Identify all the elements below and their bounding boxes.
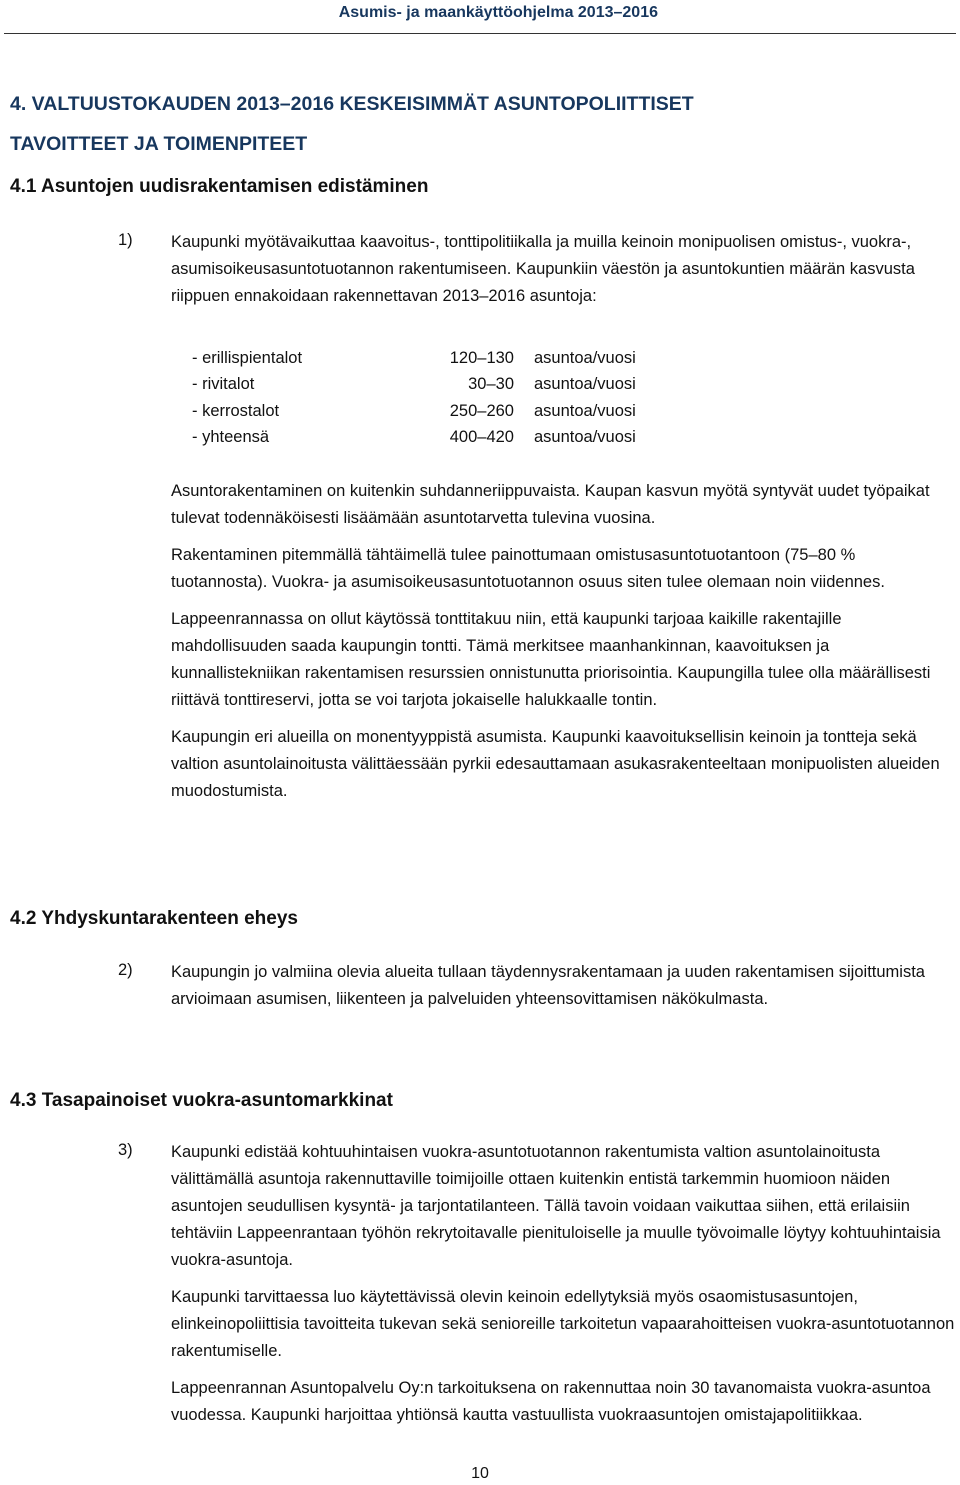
row-label: - erillispientalot: [192, 348, 303, 367]
row-unit: asuntoa/vuosi: [534, 401, 636, 420]
item-number-3: 3): [118, 1141, 133, 1159]
row-range: 400–420: [449, 428, 514, 447]
row-unit: asuntoa/vuosi: [534, 375, 636, 394]
row-range: 120–130: [449, 348, 514, 367]
row-range: 250–260: [449, 401, 514, 420]
row-label: - kerrostalot: [192, 401, 280, 420]
running-header: Asumis- ja maankäyttöohjelma 2013–2016: [338, 4, 658, 21]
row-label: - yhteensä: [192, 428, 270, 447]
body-paragraph: Kaupunki tarvittaessa luo käytettävissä olevin keinoin edellytyksiä myös osaomistusasuntojen, elinkeinopoliittisia tavoitteita tukevan sekä senioreille tarkoitetun vapaarahoitteisen vuokra-asuntotuotannon rakentumiselle.: [171, 1288, 955, 1360]
body-paragraph: Kaupungin jo valmiina olevia alueita tullaan täydennysrakentamaan ja uuden rakentamisen sijoittumista arvioimaan asumisen, liikenteen ja palveluiden yhteensovittamisen näkökulmasta.: [171, 963, 925, 1008]
table-row: [192, 425, 636, 452]
housing-target-table: [192, 345, 636, 451]
intro-paragraph: Kaupunki myötävaikuttaa kaavoitus-, tonttipolitiikalla ja muilla keinoin monipuolisen omistus-, vuokra-, asumisoikeusasuntotuotannon rakentumiseen. Kaupunkiin väestön ja asuntokuntien määrän kasvusta riippuen ennakoidaan rakennettavan 2013–2016 asuntoja:: [171, 233, 915, 305]
section-4-2-body: [171, 959, 956, 1023]
item-number-1: 1): [118, 231, 133, 249]
body-paragraph: Lappeenrannan Asuntopalvelu Oy:n tarkoituksena on rakennuttaa noin 30 tavanomaista vuokra-asuntoa vuodessa. Kaupunki harjoittaa yhtiönsä kautta vastuullista vuokraasuntojen omistajapolitiikkaa.: [171, 1379, 931, 1424]
row-unit: asuntoa/vuosi: [534, 428, 636, 447]
section-4-1-heading: 4.1 Asuntojen uudisrakentamisen edistäminen: [10, 176, 429, 197]
body-paragraph: Rakentaminen pitemmällä tähtäimellä tulee painottumaan omistusasuntotuotantoon (75–80 % tuotannosta). Vuokra- ja asumisoikeusasuntotuotannon osuus siten tulee olemaan noin viidennes.: [171, 546, 885, 591]
section-4-1-intro: [171, 229, 956, 320]
main-heading: [10, 84, 910, 164]
main-heading-line-1: 4. VALTUUSTOKAUDEN 2013–2016 KESKEISIMMÄT ASUNTOPOLIITTISET: [10, 93, 694, 115]
section-4-1-body: [171, 478, 956, 815]
table-row: [192, 345, 636, 372]
main-heading-line-2: TAVOITTEET JA TOIMENPITEET: [10, 133, 308, 155]
row-label: - rivitalot: [192, 375, 255, 394]
body-paragraph: Lappeenrannassa on ollut käytössä tonttitakuu niin, että kaupunki tarjoaa kaikille rakentajille mahdollisuuden saada kaupungin tontti. Tämä merkitsee maanhankinnan, kaavoituksen ja kunnallistekniikan rakentamisen resurssien onnistunutta priorisointia. Kaupungilla tulee olla määrällisesti riittävä tonttireservi, jotta se voi tarjota jokaiselle halukkaalle tontin.: [171, 610, 931, 709]
page-number: 10: [471, 1465, 489, 1482]
section-4-3-body: [171, 1139, 956, 1439]
section-4-3-heading: 4.3 Tasapainoiset vuokra-asuntomarkkinat: [10, 1090, 393, 1111]
row-range: 30–30: [468, 375, 514, 394]
item-number-2: 2): [118, 961, 133, 979]
body-paragraph: Kaupungin eri alueilla on monentyyppistä asumista. Kaupunki kaavoituksellisin keinoin ja tontteja sekä valtion asuntolainoitusta välittäessään pyrkii edesauttamaan asukasrakenteeltaan monipuolisten alueiden muodostumista.: [171, 728, 940, 800]
table-row: [192, 398, 636, 425]
body-paragraph: Kaupunki edistää kohtuuhintaisen vuokra-asuntotuotannon rakentumista valtion asuntolainoitusta välittämällä asuntoja rakennuttaville toimijoille ottaen kuitenkin entistä tarkemmin huomioon näiden asuntojen seudullisen kysyntä- ja tarjontatilanteen. Tällä tavoin voidaan vaikuttaa siihen, että erilaisiin tehtäviin Lappeenrantaan työhön rekrytoitavalle pienituloiselle ja muulle työvoimalle löytyy kohtuuhintaisia vuokra-asuntoja.: [171, 1143, 941, 1269]
body-paragraph: Asuntorakentaminen on kuitenkin suhdanneriippuvaista. Kaupan kasvun myötä syntyvät uudet työpaikat tulevat todennäköisesti lisäämään asuntotarvetta tulevina vuosina.: [171, 482, 930, 527]
table-row: [192, 372, 636, 399]
row-unit: asuntoa/vuosi: [534, 348, 636, 367]
section-4-2-heading: 4.2 Yhdyskuntarakenteen eheys: [10, 908, 298, 929]
header-rule: [4, 33, 956, 34]
